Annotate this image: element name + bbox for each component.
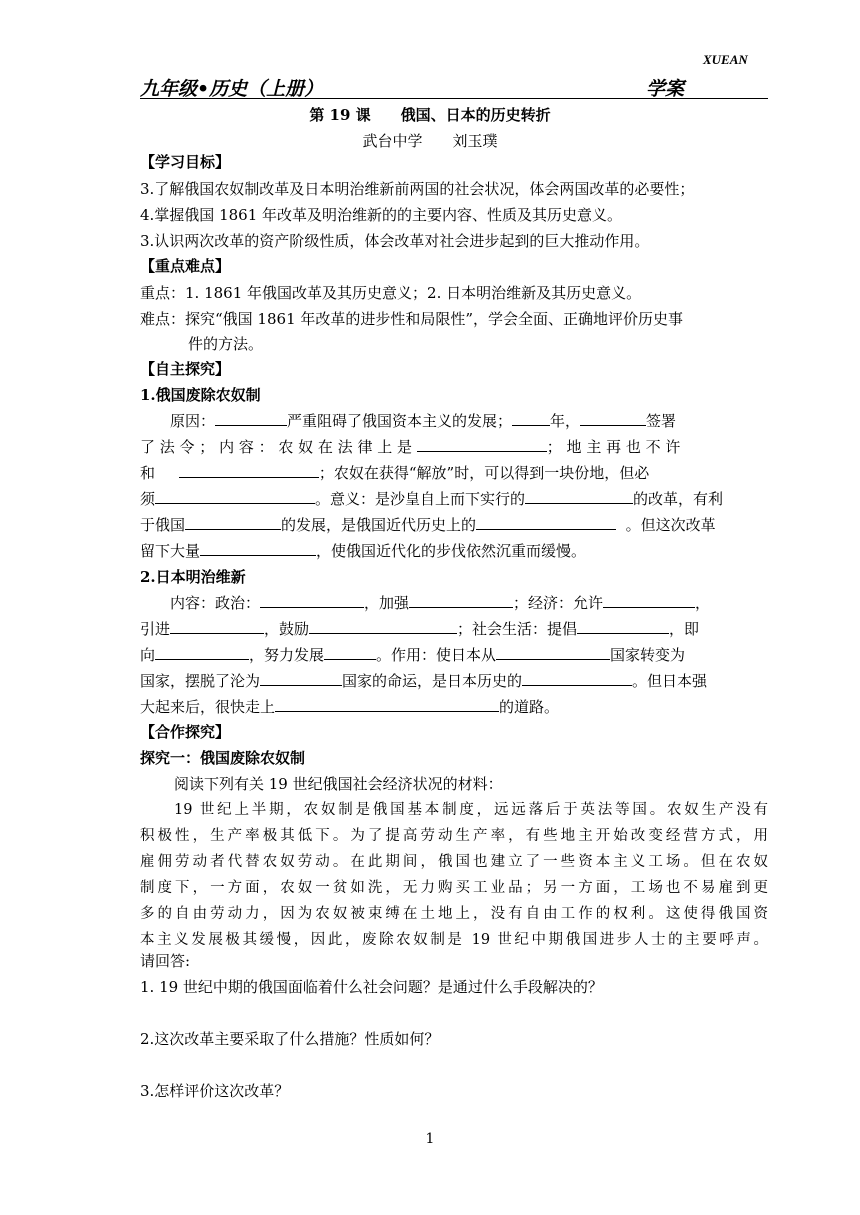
material-line: 19 世纪上半期，农奴制是俄国基本制度，远远落后于英法等国。农奴生产没有 bbox=[174, 802, 768, 818]
fill-line: 引进 ，鼓励 ；社会生活：提倡 ，即 bbox=[140, 620, 700, 638]
answer-blank[interactable] bbox=[580, 411, 646, 426]
fill-line: 向 ，努力发展 。作用：使日本从 国家转变为 bbox=[140, 646, 686, 664]
question-item: 1. 19 世纪中期的俄国面临着什么社会问题？是通过什么手段解决的？ bbox=[140, 978, 603, 996]
objective-item: 3.认识两次改革的资产阶级性质，体会改革对社会进步起到的巨大推动作用。 bbox=[140, 232, 650, 250]
fill-line: 和 ；农奴在获得“解放”时，可以得到一块份地，但必 bbox=[140, 464, 650, 482]
objectives-heading: 【学习目标】 bbox=[140, 153, 231, 171]
header-rule bbox=[140, 98, 768, 99]
answer-blank[interactable] bbox=[155, 645, 249, 660]
coop-heading: 【合作探究】 bbox=[140, 723, 231, 741]
answer-blank[interactable] bbox=[417, 437, 547, 452]
answer-blank[interactable] bbox=[476, 515, 616, 530]
material-line: 制度下，一方面，农奴一贫如洗，无力购买工业品；另一方面，工场也不易雇到更 bbox=[140, 880, 768, 896]
answer-blank[interactable] bbox=[603, 593, 695, 608]
answer-blank[interactable] bbox=[155, 489, 315, 504]
answer-blank[interactable] bbox=[185, 515, 281, 530]
coop-intro: 阅读下列有关 19 世纪俄国社会经济状况的材料： bbox=[174, 775, 503, 793]
answer-blank[interactable] bbox=[179, 463, 319, 478]
material-line: 雇佣劳动者代替农奴劳动。在此期间，俄国也建立了一些资本主义工场。但在农奴 bbox=[140, 854, 768, 870]
answer-blank[interactable] bbox=[522, 671, 632, 686]
difficulty-line: 难点：探究“俄国 1861 年改革的进步性和局限性”，学会全面、正确地评价历史事 bbox=[140, 310, 684, 328]
fill-line: 国家，摆脱了沦为 国家的命运，是日本历史的 。但日本强 bbox=[140, 672, 708, 690]
answer-blank[interactable] bbox=[496, 645, 610, 660]
header-doc-type: 学案 bbox=[646, 78, 685, 100]
answer-blank[interactable] bbox=[324, 645, 376, 660]
objective-item: 4.掌握俄国 1861 年改革及明治维新的的主要内容、性质及其历史意义。 bbox=[140, 206, 623, 224]
fill-line: 了 法 令 ； 内 容 ： 农 奴 在 法 律 上 是 ； 地 主 再 也 不 许 bbox=[140, 438, 681, 456]
answer-blank[interactable] bbox=[309, 619, 457, 634]
answer-blank[interactable] bbox=[512, 411, 550, 426]
answer-blank[interactable] bbox=[577, 619, 669, 634]
fill-line: 须 。意义：是沙皇自上而下实行的 的改革，有利 bbox=[140, 490, 724, 508]
section2-title: 2.日本明治维新 bbox=[140, 568, 246, 586]
fill-line: 大起来后，很快走上 的道路。 bbox=[140, 698, 560, 716]
answer-blank[interactable] bbox=[260, 593, 364, 608]
difficulty-line-cont: 件的方法。 bbox=[188, 335, 264, 353]
material-line: 多的自由劳动力，因为农奴被束缚在土地上，没有自由工作的权利。这使得俄国资 bbox=[140, 906, 768, 922]
keypoints-heading: 【重点难点】 bbox=[140, 257, 231, 275]
author-line: 武台中学 刘玉璞 bbox=[362, 132, 498, 150]
answer-blank[interactable] bbox=[275, 697, 499, 712]
fill-line: 于俄国 的发展，是俄国近代历史上的 。但这次改革 bbox=[140, 516, 716, 534]
answer-blank[interactable] bbox=[200, 541, 316, 556]
answer-blank[interactable] bbox=[170, 619, 264, 634]
lesson-title: 第 19 课 俄国、日本的历史转折 bbox=[309, 106, 551, 124]
fill-line: 内容：政治： ，加强 ；经济：允许 ， bbox=[170, 594, 711, 612]
page-number: 1 bbox=[425, 1131, 435, 1147]
header-grade-subject: 九年级•历史（上册） bbox=[140, 78, 324, 100]
question-item: 2.这次改革主要采取了什么措施？性质如何？ bbox=[140, 1030, 440, 1048]
question-item: 3.怎样评价这次改革？ bbox=[140, 1082, 290, 1100]
section1-title: 1.俄国废除农奴制 bbox=[140, 386, 261, 404]
material-line: 积极性，生产率极其低下。为了提高劳动生产率，有些地主开始改变经营方式，用 bbox=[140, 828, 768, 844]
brand-mark: XUEAN bbox=[703, 52, 748, 67]
answer-prompt: 请回答: bbox=[140, 952, 191, 970]
answer-blank[interactable] bbox=[525, 489, 633, 504]
material-passage bbox=[140, 797, 768, 953]
answer-blank[interactable] bbox=[215, 411, 287, 426]
answer-blank[interactable] bbox=[409, 593, 513, 608]
selfstudy-heading: 【自主探究】 bbox=[140, 360, 231, 378]
coop-subheading: 探究一：俄国废除农奴制 bbox=[140, 749, 306, 767]
objective-item: 3.了解俄国农奴制改革及日本明治维新前两国的社会状况，体会两国改革的必要性； bbox=[140, 180, 695, 198]
focus-line: 重点：1. 1861 年俄国改革及其历史意义；2. 日本明治维新及其历史意义。 bbox=[140, 284, 642, 302]
fill-line: 留下大量 ，使俄国近代化的步伐依然沉重而缓慢。 bbox=[140, 542, 587, 560]
fill-line: 原因： 严重阻碍了俄国资本主义的发展； 年， 签署 bbox=[170, 412, 677, 430]
material-line: 本主义发展极其缓慢，因此，废除农奴制是 19 世纪中期俄国进步人士的主要呼声。 bbox=[140, 932, 768, 948]
answer-blank[interactable] bbox=[260, 671, 342, 686]
